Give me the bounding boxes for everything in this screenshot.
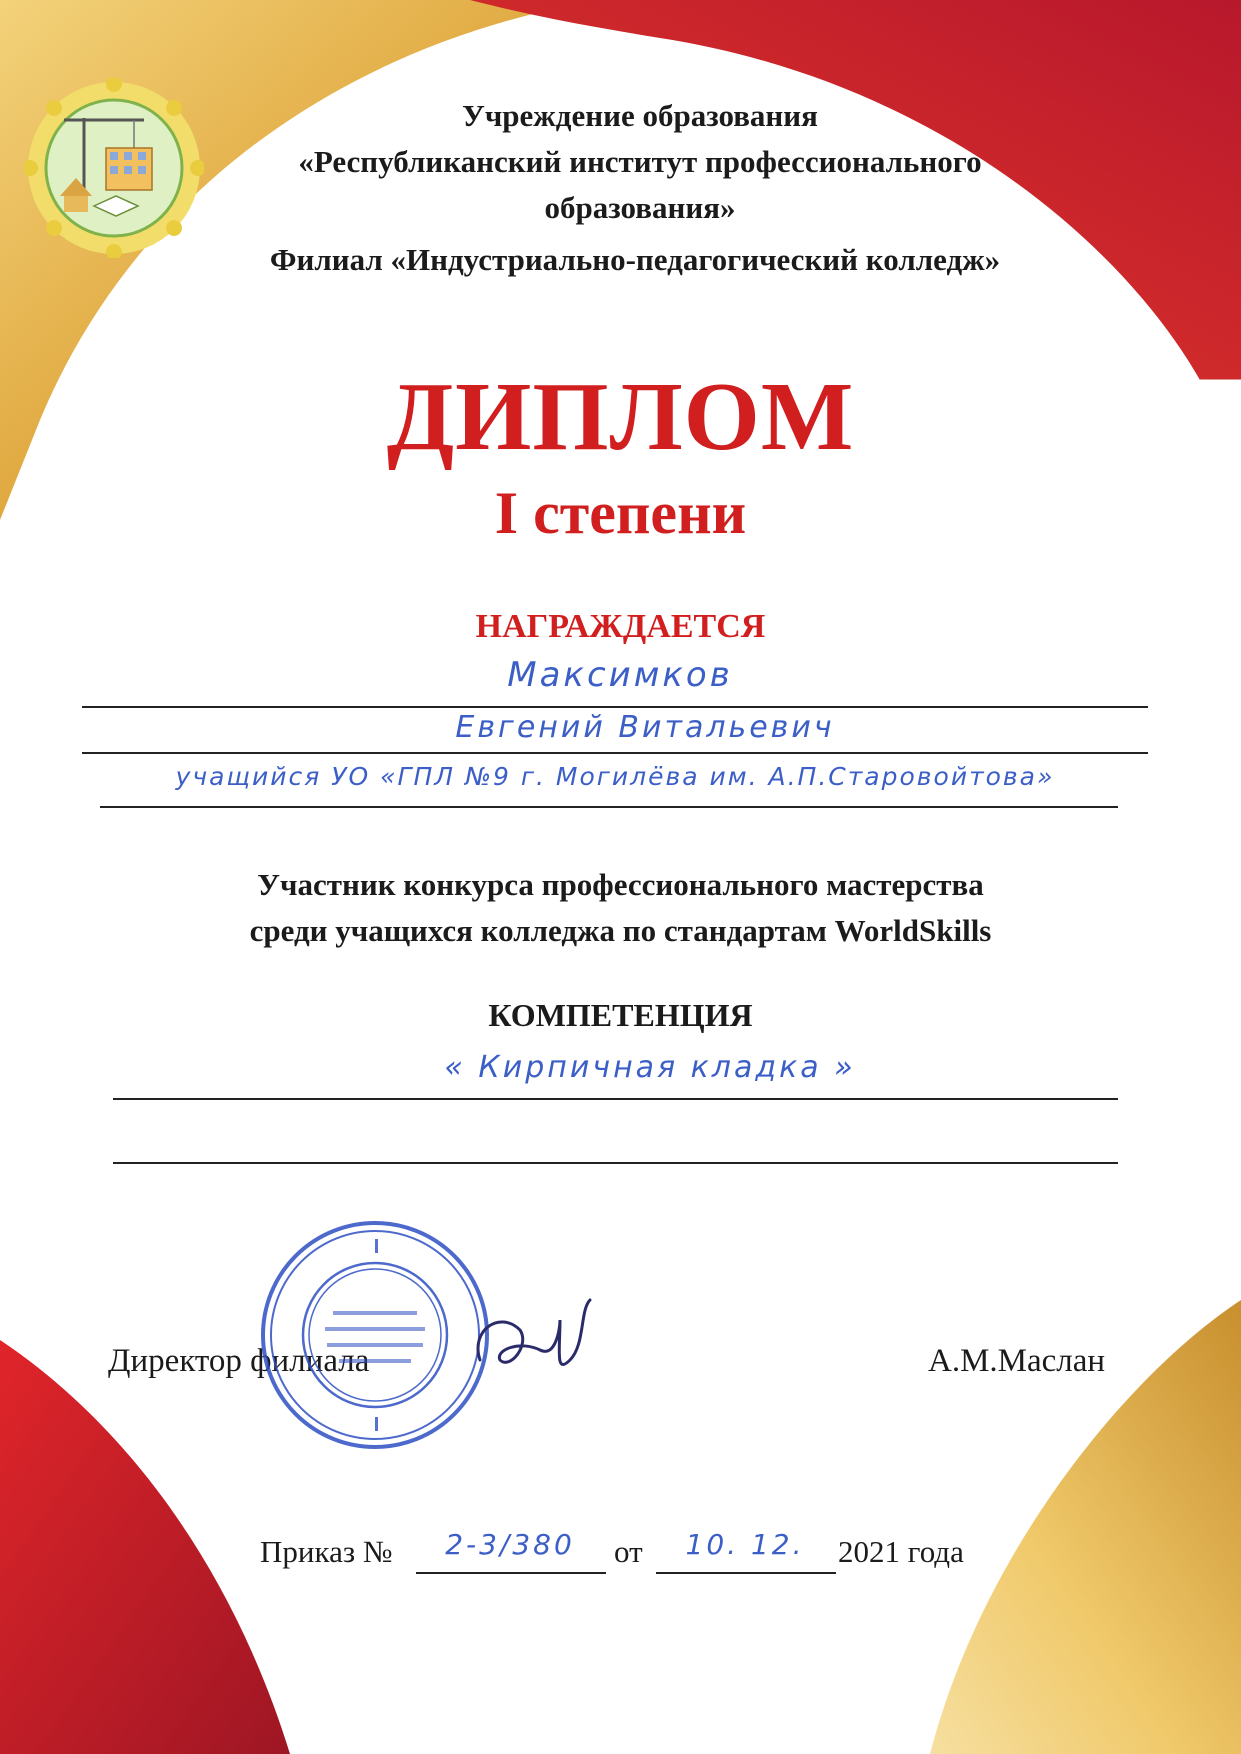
- competence-line-2: [113, 1162, 1118, 1164]
- competence-value: « Кирпичная кладка »: [444, 1050, 856, 1085]
- competence-label: КОМПЕТЕНЦИЯ: [488, 997, 753, 1033]
- order-number-underline: [416, 1572, 606, 1574]
- order-line: [260, 1528, 1000, 1578]
- order-from: от: [614, 1534, 643, 1569]
- signatory-position: Директор филиала: [108, 1343, 370, 1379]
- recipient-school: учащийся УО «ГПЛ №9 г. Могилёва им. А.П.Старовойтова»: [175, 762, 1055, 791]
- description-line-2: среди учащихся колледжа по стандартам WorldSkills: [249, 913, 992, 948]
- branch-name: Филиал «Индустриально-педагогический колледж»: [269, 242, 1001, 277]
- official-stamp: [255, 1215, 495, 1455]
- awarded-heading: НАГРАЖДАЕТСЯ: [475, 608, 766, 645]
- order-date: 10. 12.: [685, 1528, 805, 1561]
- diploma-degree: I степени: [494, 480, 747, 546]
- recipient-surname: Максимков: [507, 655, 733, 695]
- order-prefix: Приказ №: [260, 1534, 393, 1569]
- recipient-name: Евгений Витальевич: [455, 710, 835, 745]
- diploma-title: ДИПЛОМ: [386, 363, 855, 471]
- institution-line-2: «Республиканский институт профессионального: [298, 144, 982, 179]
- institution-line-3: образования»: [544, 190, 736, 225]
- competence-line-1: [113, 1098, 1118, 1100]
- order-date-underline: [656, 1572, 836, 1574]
- director-signature: [460, 1290, 620, 1400]
- recipient-line-1: [82, 706, 1148, 708]
- signatory-name: А.М.Маслан: [928, 1343, 1106, 1379]
- recipient-line-3: [100, 806, 1118, 808]
- order-number: 2-3/380: [445, 1528, 575, 1561]
- recipient-line-2: [82, 752, 1148, 754]
- institution-line-1: Учреждение образования: [462, 98, 818, 133]
- order-year: 2021 года: [838, 1534, 964, 1569]
- description-line-1: Участник конкурса профессионального мастерства: [257, 867, 984, 902]
